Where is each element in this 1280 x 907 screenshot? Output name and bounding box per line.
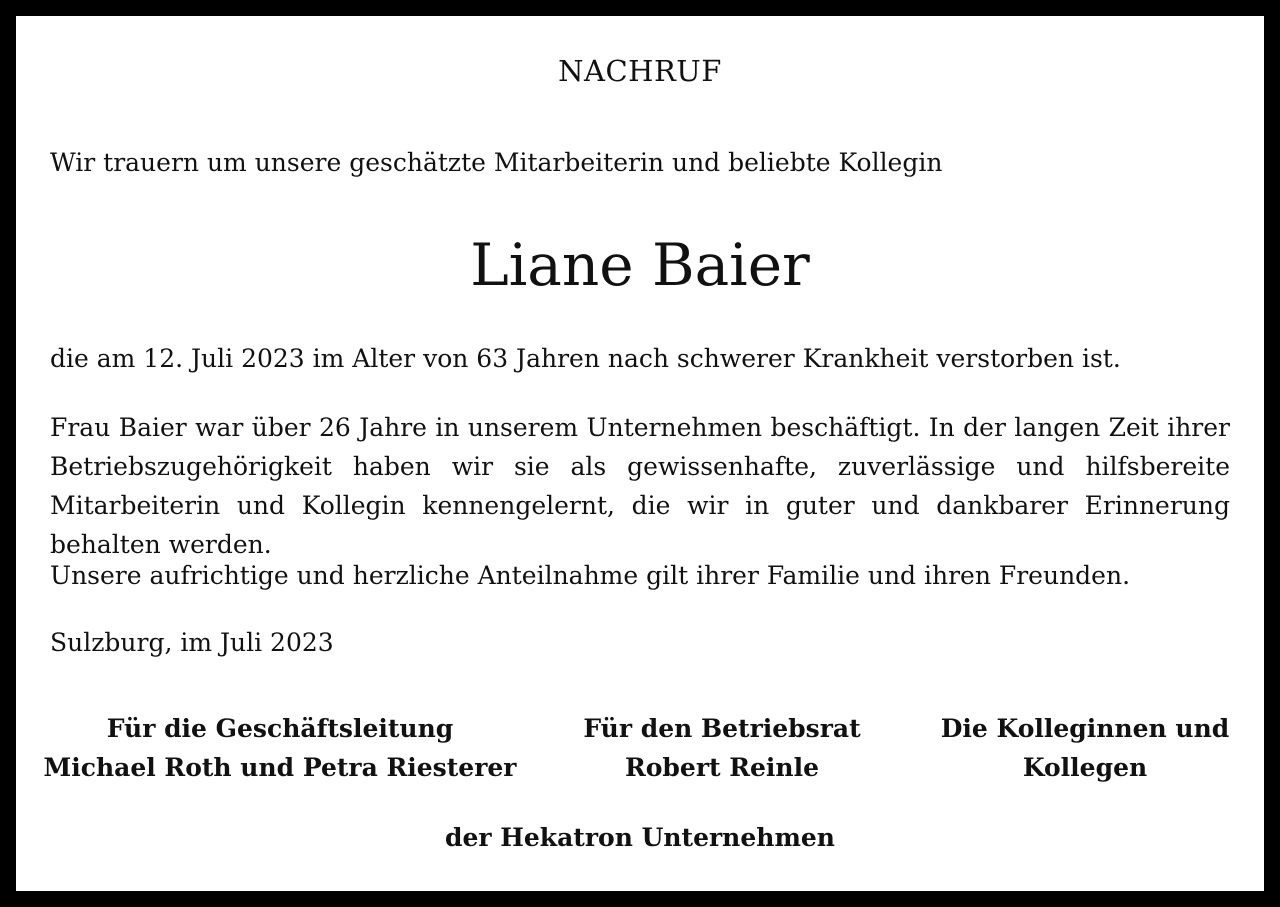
signature-colleagues-line1: Die Kolleginnen und [940, 714, 1230, 743]
deceased-name: Liane Baier [470, 231, 810, 299]
signature-works-council-names: Robert Reinle [624, 753, 820, 782]
intro-text: Wir trauern um unsere geschätzte Mitarbeiterin und beliebte Kollegin [50, 148, 943, 177]
signature-management [40, 709, 520, 787]
signature-works-council-title: Für den Betriebsrat [583, 714, 861, 743]
obituary-notice [16, 16, 1264, 891]
signature-colleagues-line2: Kollegen [1022, 753, 1148, 782]
signature-colleagues [916, 709, 1254, 787]
notice-heading: NACHRUF [558, 54, 722, 88]
tribute-paragraph: Frau Baier war über 26 Jahre in unserem Unternehmen beschäftigt. In der langen Zeit ihrer Betriebszugehörigkeit haben wir sie als gewissenhafte, zuverlässige und hilfsbereite Mitarbeiterin und Kollegin kennengelernt, die wir in guter und dankbarer Erinnerung behalten werden. [50, 413, 1230, 559]
signature-management-names: Michael Roth und Petra Riesterer [43, 753, 517, 782]
signature-works-council [562, 709, 882, 787]
company-line: der Hekatron Unternehmen [445, 823, 835, 852]
signature-management-title: Für die Geschäftsleitung [106, 714, 454, 743]
death-announcement-text: die am 12. Juli 2023 im Alter von 63 Jahren nach schwerer Krankheit verstorben ist. [50, 344, 1121, 373]
condolence-text: Unsere aufrichtige und herzliche Anteilnahme gilt ihrer Familie und ihren Freunden. [50, 561, 1131, 590]
place-date-text: Sulzburg, im Juli 2023 [50, 628, 334, 657]
